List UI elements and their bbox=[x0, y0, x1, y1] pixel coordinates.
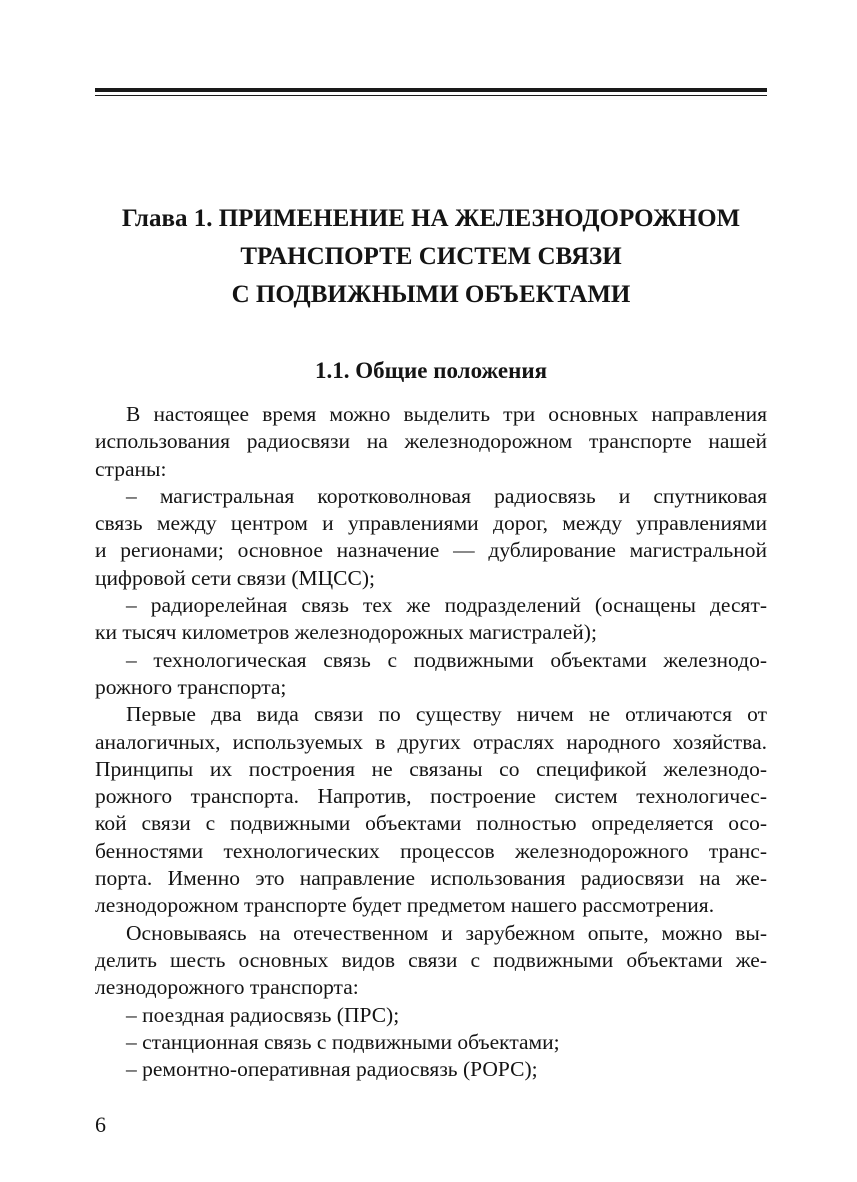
text-line: – технологическая связь с подвижными объектами железнодо- bbox=[126, 647, 767, 672]
text-line: – станционная связь с подвижными объектами; bbox=[126, 1029, 560, 1054]
text-line: связь между центром и управлениями дорог, между управлениями bbox=[95, 511, 767, 536]
text-line: – ремонтно-оперативная радиосвязь (РОРС); bbox=[126, 1057, 538, 1082]
chapter-title-line: ТРАНСПОРТЕ СИСТЕМ СВЯЗИ bbox=[240, 243, 622, 270]
text-line: Основываясь на отечественном и зарубежном опыте, можно вы- bbox=[126, 920, 767, 945]
text-line: – поездная радиосвязь (ПРС); bbox=[126, 1002, 400, 1027]
text-line: рожного транспорта; bbox=[95, 674, 287, 699]
text-line: и регионами; основное назначение — дублирование магистральной bbox=[95, 538, 767, 563]
text-line: Первые два вида связи по существу ничем не отличаются от bbox=[126, 702, 767, 727]
text-line: кой связи с подвижными объектами полностью определяется осо- bbox=[95, 811, 767, 836]
text-line: – радиорелейная связь тех же подразделений (оснащены десят- bbox=[126, 593, 767, 618]
chapter-title bbox=[95, 200, 767, 314]
text-line: страны: bbox=[95, 456, 167, 481]
text-line: бенностями технологических процессов железнодорожного транс- bbox=[95, 838, 767, 863]
header-rule-thick bbox=[95, 88, 767, 92]
text-line: аналогичных, используемых в других отраслях народного хозяйства. bbox=[95, 729, 767, 754]
text-line: ки тысяч километров железнодорожных магистралей); bbox=[95, 620, 597, 645]
section-title: 1.1. Общие положения bbox=[314, 358, 548, 383]
text-line: делить шесть основных видов связи с подвижными объектами же- bbox=[95, 947, 767, 972]
text-line: порта. Именно это направление использования радиосвязи на же- bbox=[95, 866, 767, 891]
text-line: – магистральная коротковолновая радиосвязь и спутниковая bbox=[126, 483, 767, 508]
text-line: В настоящее время можно выделить три основных направления bbox=[126, 402, 767, 426]
text-line: цифровой сети связи (МЦСС); bbox=[95, 565, 375, 590]
chapter-title-line: С ПОДВИЖНЫМИ ОБЪЕКТАМИ bbox=[231, 281, 631, 308]
header-rule-thin bbox=[95, 95, 767, 96]
chapter-title-line: Глава 1. ПРИМЕНЕНИЕ НА ЖЕЛЕЗНОДОРОЖНОМ bbox=[121, 205, 741, 232]
body-text bbox=[95, 401, 767, 1083]
text-line: Принципы их построения не связаны со спецификой железнодо- bbox=[95, 756, 767, 781]
text-line: лезнодорожного транспорта: bbox=[95, 975, 359, 1000]
text-line: рожного транспорта. Напротив, построение систем технологичес- bbox=[95, 784, 767, 809]
text-line: использования радиосвязи на железнодорожном транспорте нашей bbox=[95, 429, 767, 454]
page-number: 6 bbox=[95, 1112, 106, 1137]
text-line: лезнодорожном транспорте будет предметом нашего рассмотрения. bbox=[95, 893, 715, 918]
